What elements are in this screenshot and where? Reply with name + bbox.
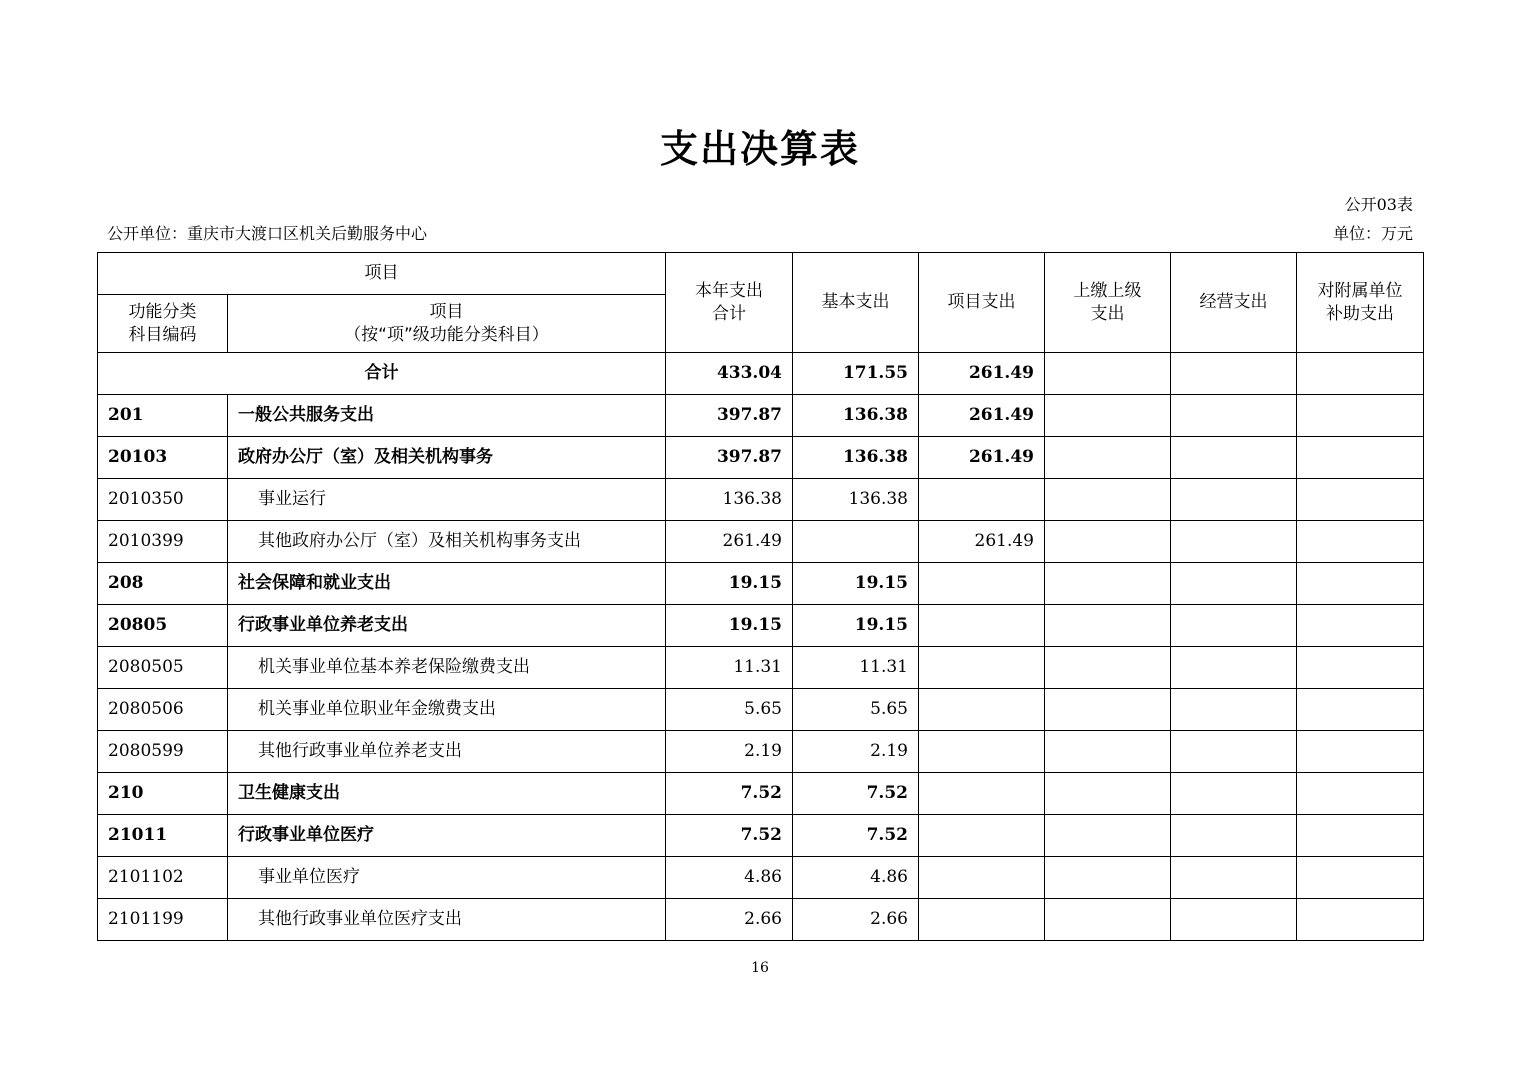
row-cell-operating xyxy=(1171,395,1297,437)
total-label: 合计 xyxy=(98,353,666,395)
table-row xyxy=(98,521,1424,563)
row-cell-total: 2.19 xyxy=(666,731,793,773)
expenditure-table xyxy=(97,252,1424,941)
row-cell-operating xyxy=(1171,563,1297,605)
row-cell-basic: 7.52 xyxy=(793,773,919,815)
header-operating: 经营支出 xyxy=(1171,253,1297,353)
row-cell-upper xyxy=(1045,815,1171,857)
row-cell-subsidy xyxy=(1297,857,1424,899)
row-cell-total: 2.66 xyxy=(666,899,793,941)
row-cell-upper xyxy=(1045,857,1171,899)
row-cell-operating xyxy=(1171,857,1297,899)
header-code-line1: 功能分类 xyxy=(128,302,197,323)
table-row xyxy=(98,899,1424,941)
page-number: 16 xyxy=(751,960,769,976)
header-code xyxy=(98,295,228,353)
row-name: 行政事业单位养老支出 xyxy=(228,605,666,647)
row-cell-upper xyxy=(1045,731,1171,773)
row-name: 行政事业单位医疗 xyxy=(228,815,666,857)
row-cell-operating xyxy=(1171,689,1297,731)
row-name: 政府办公厅（室）及相关机构事务 xyxy=(228,437,666,479)
header-name xyxy=(228,295,666,353)
row-cell-total: 261.49 xyxy=(666,521,793,563)
row-cell-upper xyxy=(1045,437,1171,479)
row-name: 卫生健康支出 xyxy=(228,773,666,815)
row-name: 事业单位医疗 xyxy=(228,857,666,899)
row-cell-total: 136.38 xyxy=(666,479,793,521)
row-cell-operating xyxy=(1171,899,1297,941)
row-code: 2080505 xyxy=(98,647,228,689)
total-cell-project: 261.49 xyxy=(919,353,1045,395)
row-name: 其他政府办公厅（室）及相关机构事务支出 xyxy=(228,521,666,563)
row-cell-upper xyxy=(1045,689,1171,731)
row-cell-project xyxy=(919,815,1045,857)
row-cell-project xyxy=(919,647,1045,689)
table-row xyxy=(98,773,1424,815)
row-cell-operating xyxy=(1171,479,1297,521)
row-cell-project xyxy=(919,479,1045,521)
reporting-unit: 公开单位：重庆市大渡口区机关后勤服务中心 xyxy=(107,224,428,243)
header-upper-line1: 上缴上级 xyxy=(1073,281,1142,302)
row-cell-operating xyxy=(1171,773,1297,815)
row-cell-subsidy xyxy=(1297,605,1424,647)
row-cell-basic: 136.38 xyxy=(793,395,919,437)
row-cell-upper xyxy=(1045,647,1171,689)
row-cell-basic: 7.52 xyxy=(793,815,919,857)
row-cell-total: 4.86 xyxy=(666,857,793,899)
page-title: 支出决算表 xyxy=(659,127,860,171)
table-row xyxy=(98,689,1424,731)
table-row xyxy=(98,647,1424,689)
row-code: 210 xyxy=(98,773,228,815)
total-cell-total: 433.04 xyxy=(666,353,793,395)
header-code-line2: 科目编码 xyxy=(128,324,197,345)
row-cell-subsidy xyxy=(1297,563,1424,605)
table-header xyxy=(98,253,1424,395)
row-cell-subsidy xyxy=(1297,647,1424,689)
header-subsidy-line2: 补助支出 xyxy=(1326,303,1394,324)
header-total-line1: 本年支出 xyxy=(695,281,763,302)
row-cell-project xyxy=(919,731,1045,773)
row-cell-upper xyxy=(1045,521,1171,563)
total-row xyxy=(98,353,1424,395)
row-code: 2101102 xyxy=(98,857,228,899)
row-cell-basic: 11.31 xyxy=(793,647,919,689)
row-cell-upper xyxy=(1045,395,1171,437)
header-project: 项目支出 xyxy=(919,253,1045,353)
row-cell-upper xyxy=(1045,605,1171,647)
row-name: 社会保障和就业支出 xyxy=(228,563,666,605)
row-cell-project xyxy=(919,689,1045,731)
table-row xyxy=(98,857,1424,899)
currency-unit: 单位：万元 xyxy=(1332,224,1413,243)
header-subsidy-line1: 对附属单位 xyxy=(1317,281,1403,302)
row-cell-basic: 5.65 xyxy=(793,689,919,731)
row-cell-project: 261.49 xyxy=(919,521,1045,563)
header-name-line1: 项目 xyxy=(429,302,464,323)
row-cell-basic: 136.38 xyxy=(793,479,919,521)
row-cell-subsidy xyxy=(1297,899,1424,941)
header-total-line2: 合计 xyxy=(712,303,746,324)
row-cell-operating xyxy=(1171,731,1297,773)
row-cell-project xyxy=(919,605,1045,647)
row-cell-total: 5.65 xyxy=(666,689,793,731)
row-cell-basic: 2.19 xyxy=(793,731,919,773)
row-cell-total: 7.52 xyxy=(666,773,793,815)
row-name: 事业运行 xyxy=(228,479,666,521)
total-cell-basic: 171.55 xyxy=(793,353,919,395)
row-name: 机关事业单位职业年金缴费支出 xyxy=(228,689,666,731)
row-cell-subsidy xyxy=(1297,437,1424,479)
row-cell-operating xyxy=(1171,815,1297,857)
header-upper-line2: 支出 xyxy=(1090,303,1125,324)
header-total xyxy=(666,253,793,353)
row-cell-project xyxy=(919,773,1045,815)
row-cell-upper xyxy=(1045,479,1171,521)
table-row xyxy=(98,395,1424,437)
table-row xyxy=(98,563,1424,605)
form-number: 公开03表 xyxy=(1344,195,1413,214)
row-code: 20805 xyxy=(98,605,228,647)
row-cell-subsidy xyxy=(1297,815,1424,857)
row-cell-upper xyxy=(1045,899,1171,941)
row-code: 2101199 xyxy=(98,899,228,941)
row-cell-operating xyxy=(1171,605,1297,647)
row-cell-project xyxy=(919,563,1045,605)
table-row xyxy=(98,605,1424,647)
row-cell-basic: 2.66 xyxy=(793,899,919,941)
row-code: 2080599 xyxy=(98,731,228,773)
table-row xyxy=(98,815,1424,857)
header-name-line2: （按“项”级功能分类科目） xyxy=(344,324,549,345)
total-cell-operating xyxy=(1171,353,1297,395)
row-cell-subsidy xyxy=(1297,521,1424,563)
row-code: 2080506 xyxy=(98,689,228,731)
header-upper xyxy=(1045,253,1171,353)
row-code: 201 xyxy=(98,395,228,437)
row-cell-operating xyxy=(1171,437,1297,479)
row-code: 20103 xyxy=(98,437,228,479)
total-cell-subsidy xyxy=(1297,353,1424,395)
header-basic: 基本支出 xyxy=(793,253,919,353)
row-cell-project xyxy=(919,899,1045,941)
row-name: 其他行政事业单位医疗支出 xyxy=(228,899,666,941)
header-project-group: 项目 xyxy=(98,253,666,295)
row-cell-total: 397.87 xyxy=(666,437,793,479)
row-name: 一般公共服务支出 xyxy=(228,395,666,437)
row-cell-total: 19.15 xyxy=(666,605,793,647)
table-row xyxy=(98,437,1424,479)
row-name: 其他行政事业单位养老支出 xyxy=(228,731,666,773)
row-cell-basic xyxy=(793,521,919,563)
row-cell-operating xyxy=(1171,647,1297,689)
row-cell-project xyxy=(919,857,1045,899)
total-cell-upper xyxy=(1045,353,1171,395)
row-cell-upper xyxy=(1045,773,1171,815)
row-cell-project: 261.49 xyxy=(919,437,1045,479)
row-cell-subsidy xyxy=(1297,395,1424,437)
row-cell-subsidy xyxy=(1297,731,1424,773)
row-name: 机关事业单位基本养老保险缴费支出 xyxy=(228,647,666,689)
row-cell-upper xyxy=(1045,563,1171,605)
row-cell-operating xyxy=(1171,521,1297,563)
row-cell-project: 261.49 xyxy=(919,395,1045,437)
row-cell-basic: 4.86 xyxy=(793,857,919,899)
row-cell-subsidy xyxy=(1297,773,1424,815)
table-body xyxy=(98,395,1424,941)
row-code: 2010399 xyxy=(98,521,228,563)
row-cell-basic: 19.15 xyxy=(793,563,919,605)
row-code: 2010350 xyxy=(98,479,228,521)
row-cell-basic: 136.38 xyxy=(793,437,919,479)
row-cell-total: 7.52 xyxy=(666,815,793,857)
row-code: 21011 xyxy=(98,815,228,857)
table-row xyxy=(98,731,1424,773)
row-cell-total: 19.15 xyxy=(666,563,793,605)
table-row xyxy=(98,479,1424,521)
row-cell-subsidy xyxy=(1297,689,1424,731)
row-cell-subsidy xyxy=(1297,479,1424,521)
row-code: 208 xyxy=(98,563,228,605)
row-cell-basic: 19.15 xyxy=(793,605,919,647)
header-subsidy xyxy=(1297,253,1424,353)
row-cell-total: 11.31 xyxy=(666,647,793,689)
row-cell-total: 397.87 xyxy=(666,395,793,437)
